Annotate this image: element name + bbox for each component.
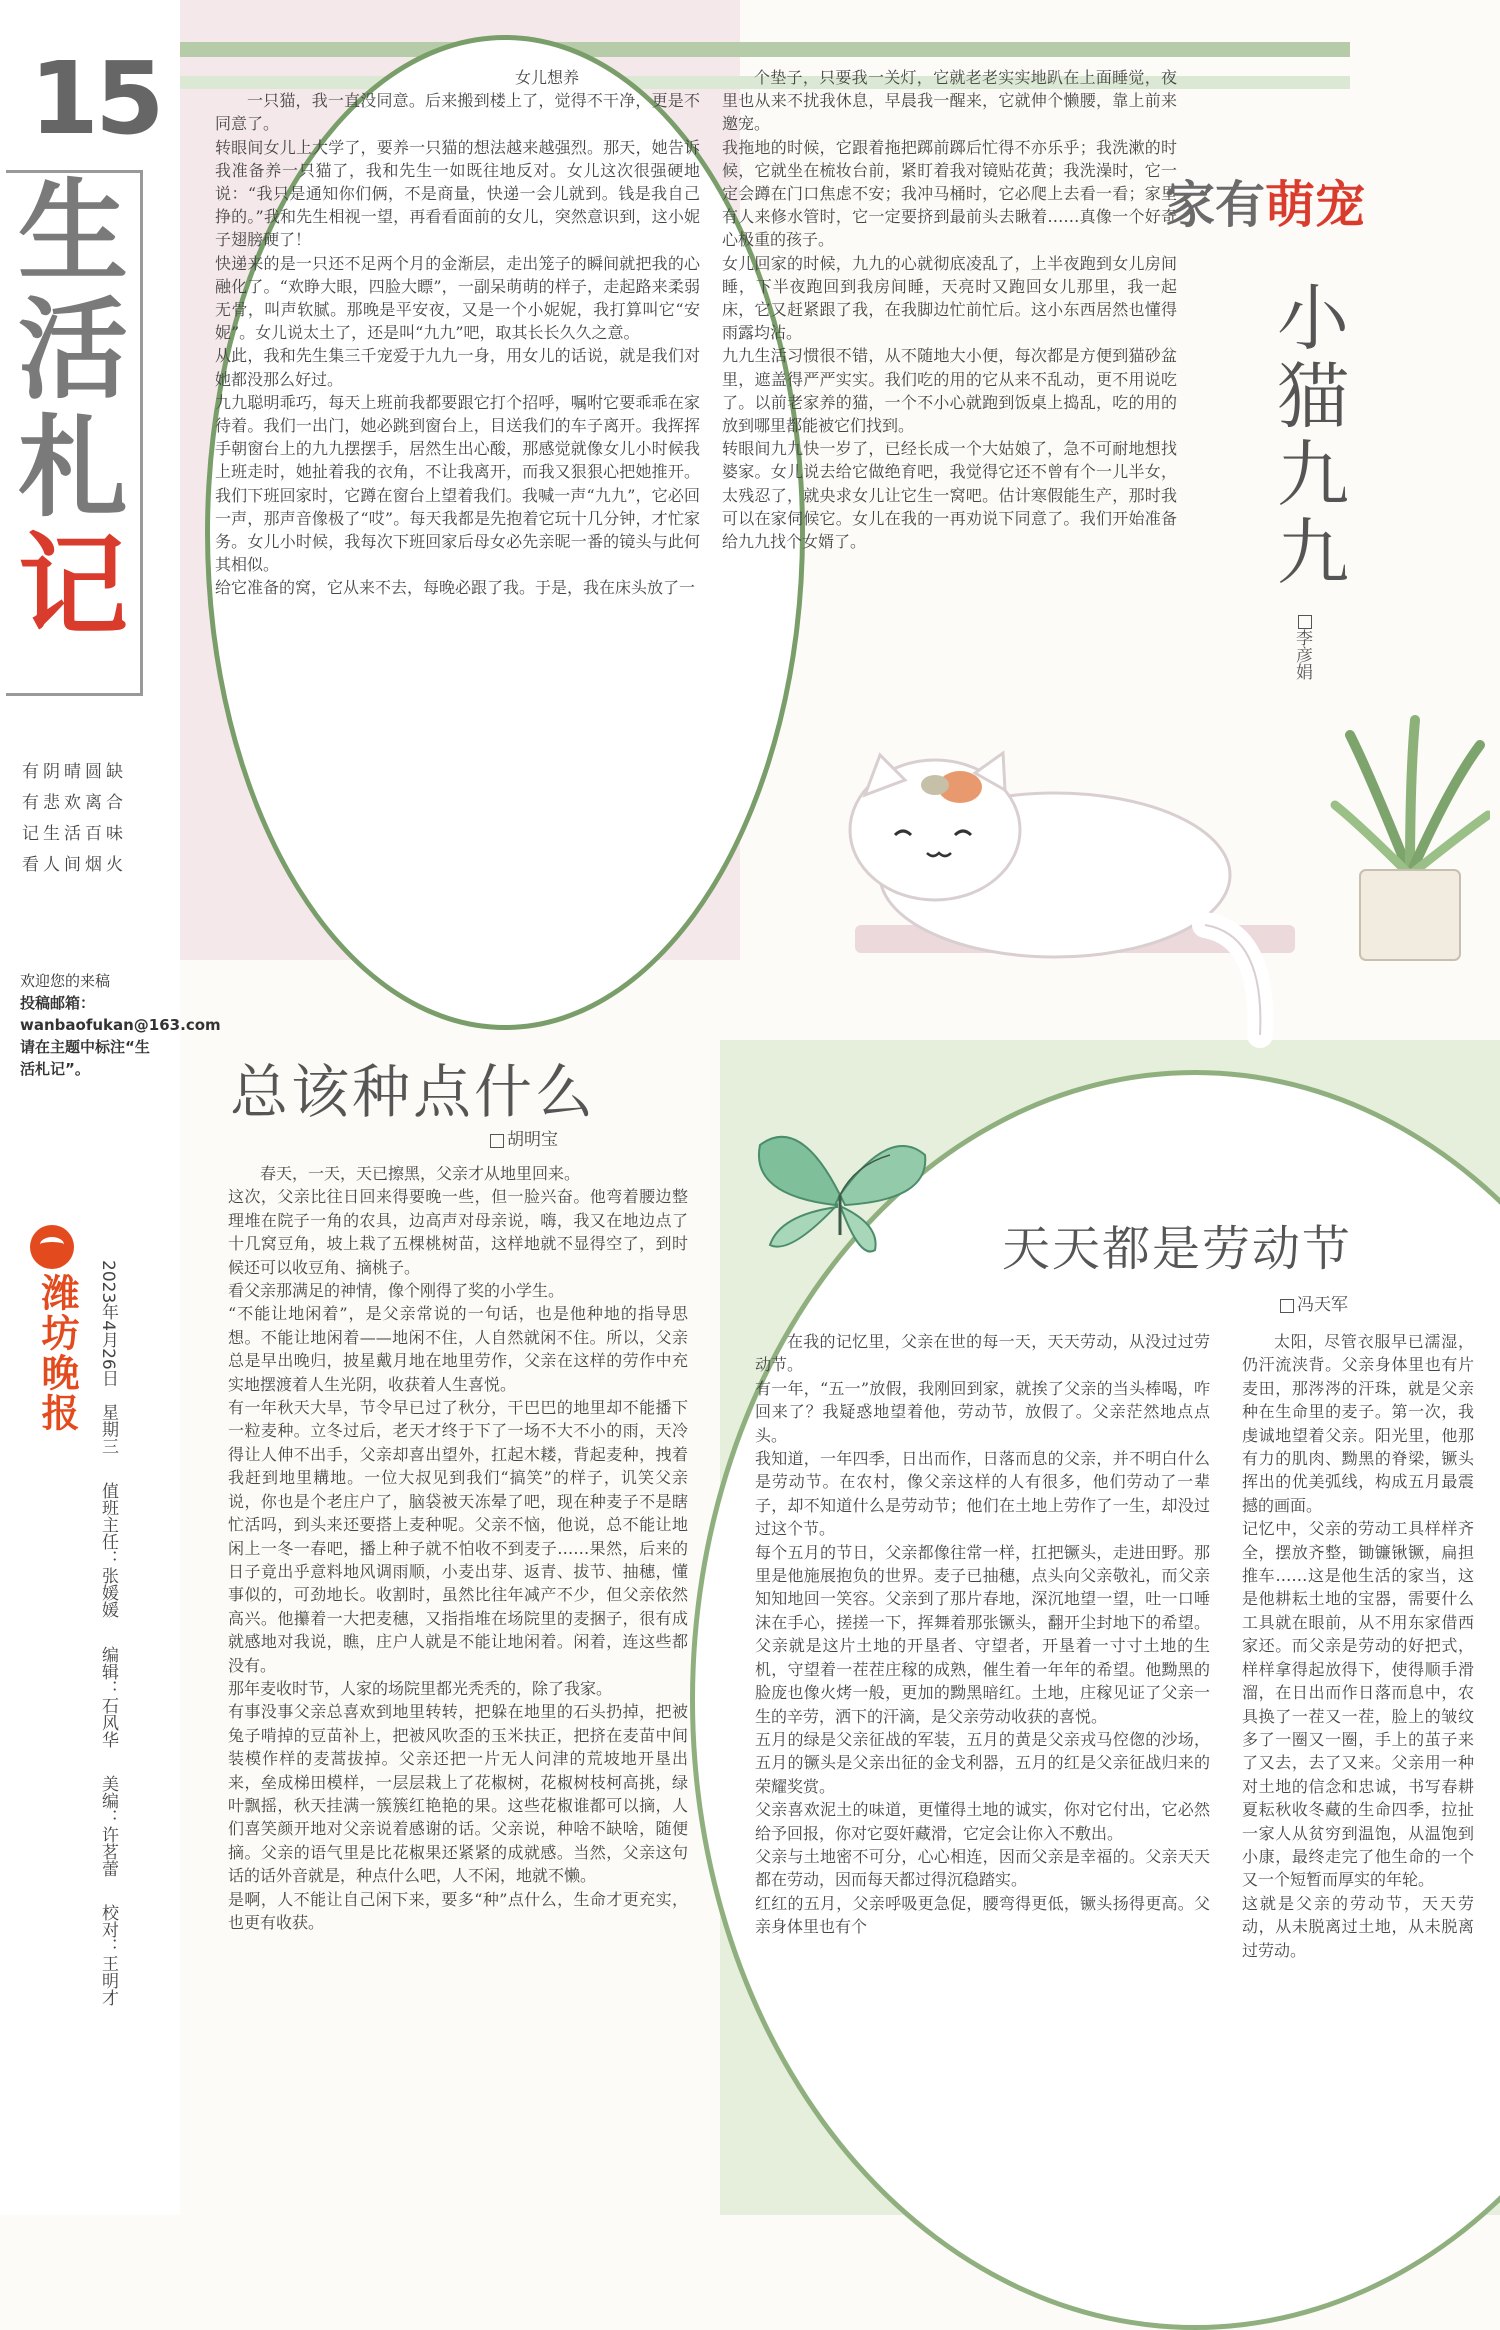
column-title-char: 活: [18, 286, 128, 414]
date-line: 2023年4月26日 星期三: [98, 1260, 118, 1455]
article3-title: 天天都是劳动节: [1002, 1221, 1353, 1277]
article2-text: 春天，一天，天已擦黑，父亲才从地里回来。 这次，父亲比往日回来得要晚一些，但一脸兴奋。他弯着腰边整理堆在院子一角的农具，边高声对母亲说，嗨，我又在地边点了十几窝豆角，坡上栽了五棵桃树苗，这样地就不显得空了，到时候还可以收豆角、摘桃子。 看父亲那满足的神情，像个刚得了奖的小学生。 “不能让地闲着”，是父亲常说的一句话，也是他种地的指导思想。不能让地闲着——地闲不住，人自然就闲不住。所以，父亲总是早出晚归，披星戴月地在地里劳作，父亲在这样的劳作中充实地摆渡着人生光阴，收获着人生喜悦。 有一年秋天大旱，节令早已过了秋分，干巴巴的地里却不能播下一粒麦种。立冬过后，老天才终于下了一场不大不小的雨，天冷得让人伸不出手，父亲却喜出望外，扛起木耧，背起麦种，拽着我赶到地里耩地。一位大叔见到我们“搞笑”的样子，讥笑父亲说，你也是个老庄户了，脑袋被天冻晕了吧，现在种麦子不是瞎忙活吗，到头来还要搭上麦种呢。父亲不恼，他说，总不能让地闲上一冬一春吧，播上种子就不怕收不到麦子……果然，后来的日子竟出乎意料地风调雨顺，小麦出芽、返青、拔节、抽穗，懂事似的，可劲地长。收割时，虽然比往年减产不少，但父亲依然高兴。他攥着一大把麦穗，又指指堆在场院里的麦捆子，很有成就感地对我说，瞧，庄户人就是不能让地闲着。闲着，连这些都没有。 那年麦收时节，人家的场院里都光秃秃的，除了我家。 有事没事父亲总喜欢到地里转转，把躲在地里的石头扔掉，把被兔子啃掉的豆苗补上，把被风吹歪的玉米扶正，把挤在麦苗中间装模作样的麦蒿拔掉。父亲还把一片无人问津的荒坡地开垦出来，垒成梯田模样，一层层栽上了花椒树，花椒树枝柯高挑，绿叶飘摇，秋天挂满一簇簇红艳艳的果。这些花椒谁都可以摘，人们喜笑颜开地对父亲说着感谢的话。父亲说，种啥不缺啥，随便摘。父亲的语气里是比花椒果还紧紧的成就感。当然，父亲这句话的话外音就是，种点什么吧，人不闲，地就不懒。 是啊，人不能让自己闲下来，要多“种”点什么，生命才更充实，也更有收获。: [228, 1164, 688, 1932]
article2-author-name: 胡明宝: [507, 1130, 558, 1150]
article3-author: [1280, 1290, 1348, 1315]
article1-first-line: 女儿想养: [515, 68, 580, 87]
article3-text: 在我的记忆里，父亲在世的每一天，天天劳动，从没过过劳动节。 有一年，“五一”放假，我刚回到家，就挨了父亲的当头棒喝，咋回来了？我疑惑地望着他，劳动节，放假了。父亲茫然地点点头。 我知道，一年四季，日出而作，日落而息的父亲，并不明白什么是劳动节。在农村，像父亲这样的人有很多，他们劳动了一辈子，却不知道什么是劳动节；他们在土地上劳作了一生，却没过过这个节。 每个五月的节日，父亲都像往常一样，扛把镢头，走进田野。那里是他施展抱负的世界。麦子已抽穗，点头向父亲敬礼，而父亲知知地回一笑容。父亲到了那片春地，深沉地望一望，吐一口唾沫在手心，搓搓一下，挥舞着那张镢头，翻开尘封地下的希望。父亲就是这片土地的开垦者、守望者，开垦着一寸寸土地的生机，守望着一茬茬庄稼的成熟，催生着一年年的希望。他黝黑的脸庞也像火烤一般，更加的黝黑暗红。土地，庄稼见证了父亲一生的辛劳，洒下的汗滴，是父亲劳动收获的喜悦。 五月的绿是父亲征战的军装，五月的黄是父亲戎马倥偬的沙场，五月的镢头是父亲出征的金戈利器，五月的红是父亲征战归来的荣耀奖赏。 父亲喜欢泥土的味道，更懂得土地的诚实，你对它付出，它必然给予回报，你对它耍奸藏滑，它定会让你入不敷出。 父亲与土地密不可分，心心相连，因而父亲是幸福的。父亲天天都在劳动，因而每天都过得沉稳踏实。 红红的五月，父亲呼吸更急促，腰弯得更低，镢头扬得更高。父亲身体里也有个: [755, 1332, 1210, 1937]
section-name-a: 家有: [1165, 176, 1265, 234]
logo-icon: [30, 1225, 74, 1269]
article3-body-right: [1242, 1330, 1474, 2200]
poem-line: 看人间烟火: [22, 855, 127, 875]
butterfly-illustration: [740, 1115, 940, 1265]
article1-author: [1290, 615, 1315, 680]
cat-illustration: [825, 725, 1305, 1065]
credits: [95, 1260, 121, 2028]
article1-text-continued: 个垫子，只要我一关灯，它就老老实实地趴在上面睡觉，夜里也从来不扰我休息，早晨我一醒来，它就伸个懒腰，靠上前来邀宠。 我拖地的时候，它跟着拖把踯前踯后忙得不亦乐乎；我洗漱的时候，它就坐在梳妆台前，紧盯着我对镜贴花黄；我洗澡时，它一定会蹲在门口焦虑不安；我冲马桶时，它必爬上去看一看；家里有人来修水管时，它一定要挤到最前头去瞅着……真像一个好奇心极重的孩子。 女儿回家的时候，九九的心就彻底凌乱了，上半夜跑到女儿房间睡，下半夜跑回到我房间睡，天亮时又跑回女儿那里，我一起床，它又赶紧跟了我，在我脚边忙前忙后。这小东西居然也懂得雨露均沾。 九九生活习惯很不错，从不随地大小便，每次都是方便到猫砂盆里，遮盖得严严实实。我们吃的用的它从来不乱动，更不用说吃了。以前老家养的猫，一个不小心就跑到饭桌上捣乱，吃的用的放到哪里都能被它们找到。 转眼间九九快一岁了，已经长成一个大姑娘了，急不可耐地想找婆家。女儿说去给它做绝育吧，我觉得它还不曾有个一儿半女，太残忍了，就央求女儿让它生一窝吧。估计寒假能生产，那时我可以在家伺候它。女儿在我的一再劝说下同意了。我们开始准备给九九找个女婿了。: [722, 68, 1177, 552]
credit-line: 美编：许茗蕾: [98, 1774, 118, 1877]
column-title: [6, 170, 143, 696]
column-title-char: 生: [18, 168, 128, 296]
submit-email[interactable]: wanbaofukan@163.com: [20, 1016, 221, 1034]
page-number: 15: [29, 40, 161, 157]
paper-name: 潍坊晚报: [35, 1273, 79, 1433]
poem-line: 有阴晴圆缺: [22, 762, 127, 782]
section-name-b: 萌宠: [1265, 176, 1365, 234]
paper-logo: [30, 1225, 80, 1433]
credit-line: 编辑：石风华: [98, 1645, 118, 1748]
author-box-icon: [1298, 615, 1312, 629]
section-name: [1165, 165, 1365, 237]
poem-line: 有悲欢离合: [22, 793, 127, 813]
plant-illustration: [1330, 715, 1490, 975]
submit-note: 欢迎您的来稿: [20, 972, 111, 990]
submit-label: 投稿邮箱：: [20, 994, 96, 1012]
article2-title: 总该种点什么: [230, 1058, 597, 1126]
credit-line: 值班主任：张媛媛: [98, 1482, 118, 1619]
article3-author-name: 冯天军: [1297, 1295, 1348, 1315]
article1-body-left: [215, 66, 700, 961]
article1-author-name: 李彦娟: [1292, 629, 1312, 680]
article1-title: 小猫九九: [1265, 280, 1349, 592]
column-title-char: 记: [18, 522, 128, 650]
poem-line: 记生活百味: [22, 824, 127, 844]
submission-info: [20, 970, 221, 1080]
author-box-icon: [490, 1134, 504, 1148]
article2-author: [490, 1125, 558, 1150]
decor-bar: [180, 42, 1350, 57]
article1-text: 一只猫，我一直没同意。后来搬到楼上了，觉得不干净，更是不同意了。 转眼间女儿上大学了，要养一只猫的想法越来越强烈。那天，她告诉我准备养一只猫了，我和先生一如既往地反对。女儿这次很强硬地说：“我只是通知你们俩，不是商量，快递一会儿就到。钱是我自己挣的。”我和先生相视一望，再看看面前的女儿，突然意识到，这小妮子翅膀硬了！ 快递来的是一只还不足两个月的金渐层，走出笼子的瞬间就把我的心融化了。“欢睁大眼，四脸大瞟”，一副呆萌萌的样子，走起路来柔弱无骨，叫声软腻。那晚是平安夜，又是一个小妮妮，我打算叫它“安妮”。女儿说太土了，还是叫“九九”吧，取其长长久久之意。 从此，我和先生集三千宠爱于九九一身，用女儿的话说，就是我们对她都没那么好过。 九九聪明乖巧，每天上班前我都要跟它打个招呼，嘱咐它要乖乖在家待着。我们一出门，她必跳到窗台上，目送我们的车子离开。我挥挥手朝窗台上的九九摆摆手，居然生出心酸，那感觉就像女儿小时候我上班走时，她扯着我的衣角，不让我离开，而我又狠狠心把她推开。我们下班回家时，它蹲在窗台上望着我们。我喊一声“九九”，它必回一声，那声音像极了“哎”。每天我都是先抱着它玩十几分钟，才忙家务。女儿小时候，我每次下班回家后母女必先亲昵一番的镜头与此何其相似。 给它准备的窝，它从来不去，每晚必跟了我。于是，我在床头放了一: [215, 91, 700, 598]
author-box-icon: [1280, 1299, 1294, 1313]
article3-text-continued: 太阳，尽管衣服早已濡湿，仍汗流浃背。父亲身体里也有片麦田，那涔涔的汗珠，就是父亲种在生命里的麦子。第一次，我虔诚地望着父亲。阳光里，他那有力的肌肉、黝黑的脊梁，镢头挥出的优美弧线，构成五月最震撼的画面。 记忆中，父亲的劳动工具样样齐全，摆放齐整，锄镰锹镢，扁担推车……这是他生活的家当，这是他耕耘土地的宝器，需要什么工具就在眼前，从不用东家借西家还。而父亲是劳动的好把式，样样拿得起放得下，使得顺手滑溜，在日出而作日落而息中，农具换了一茬又一茬，脸上的皱纹多了一圈又一圈，手上的茧子来了又去，去了又来。父亲用一种对土地的信念和忠诚，书写春耕夏耘秋收冬藏的生命四季，拉扯一家人从贫穷到温饱，从温饱到小康，最终走完了他生命的一个又一个短暂而厚实的年轮。 这就是父亲的劳动节，天天劳动，从未脱离过土地，从未脱离过劳动。: [1242, 1332, 1474, 1960]
article2-body: [228, 1162, 688, 2202]
article3-body-left: [755, 1330, 1210, 2200]
column-title-char: 札: [18, 404, 128, 532]
submit-request: 请在主题中标注“生活札记”。: [20, 1038, 150, 1078]
credit-line: 校对：王明才: [98, 1904, 118, 2007]
column-poem: [22, 757, 152, 881]
article1-body-right: [722, 66, 1177, 766]
